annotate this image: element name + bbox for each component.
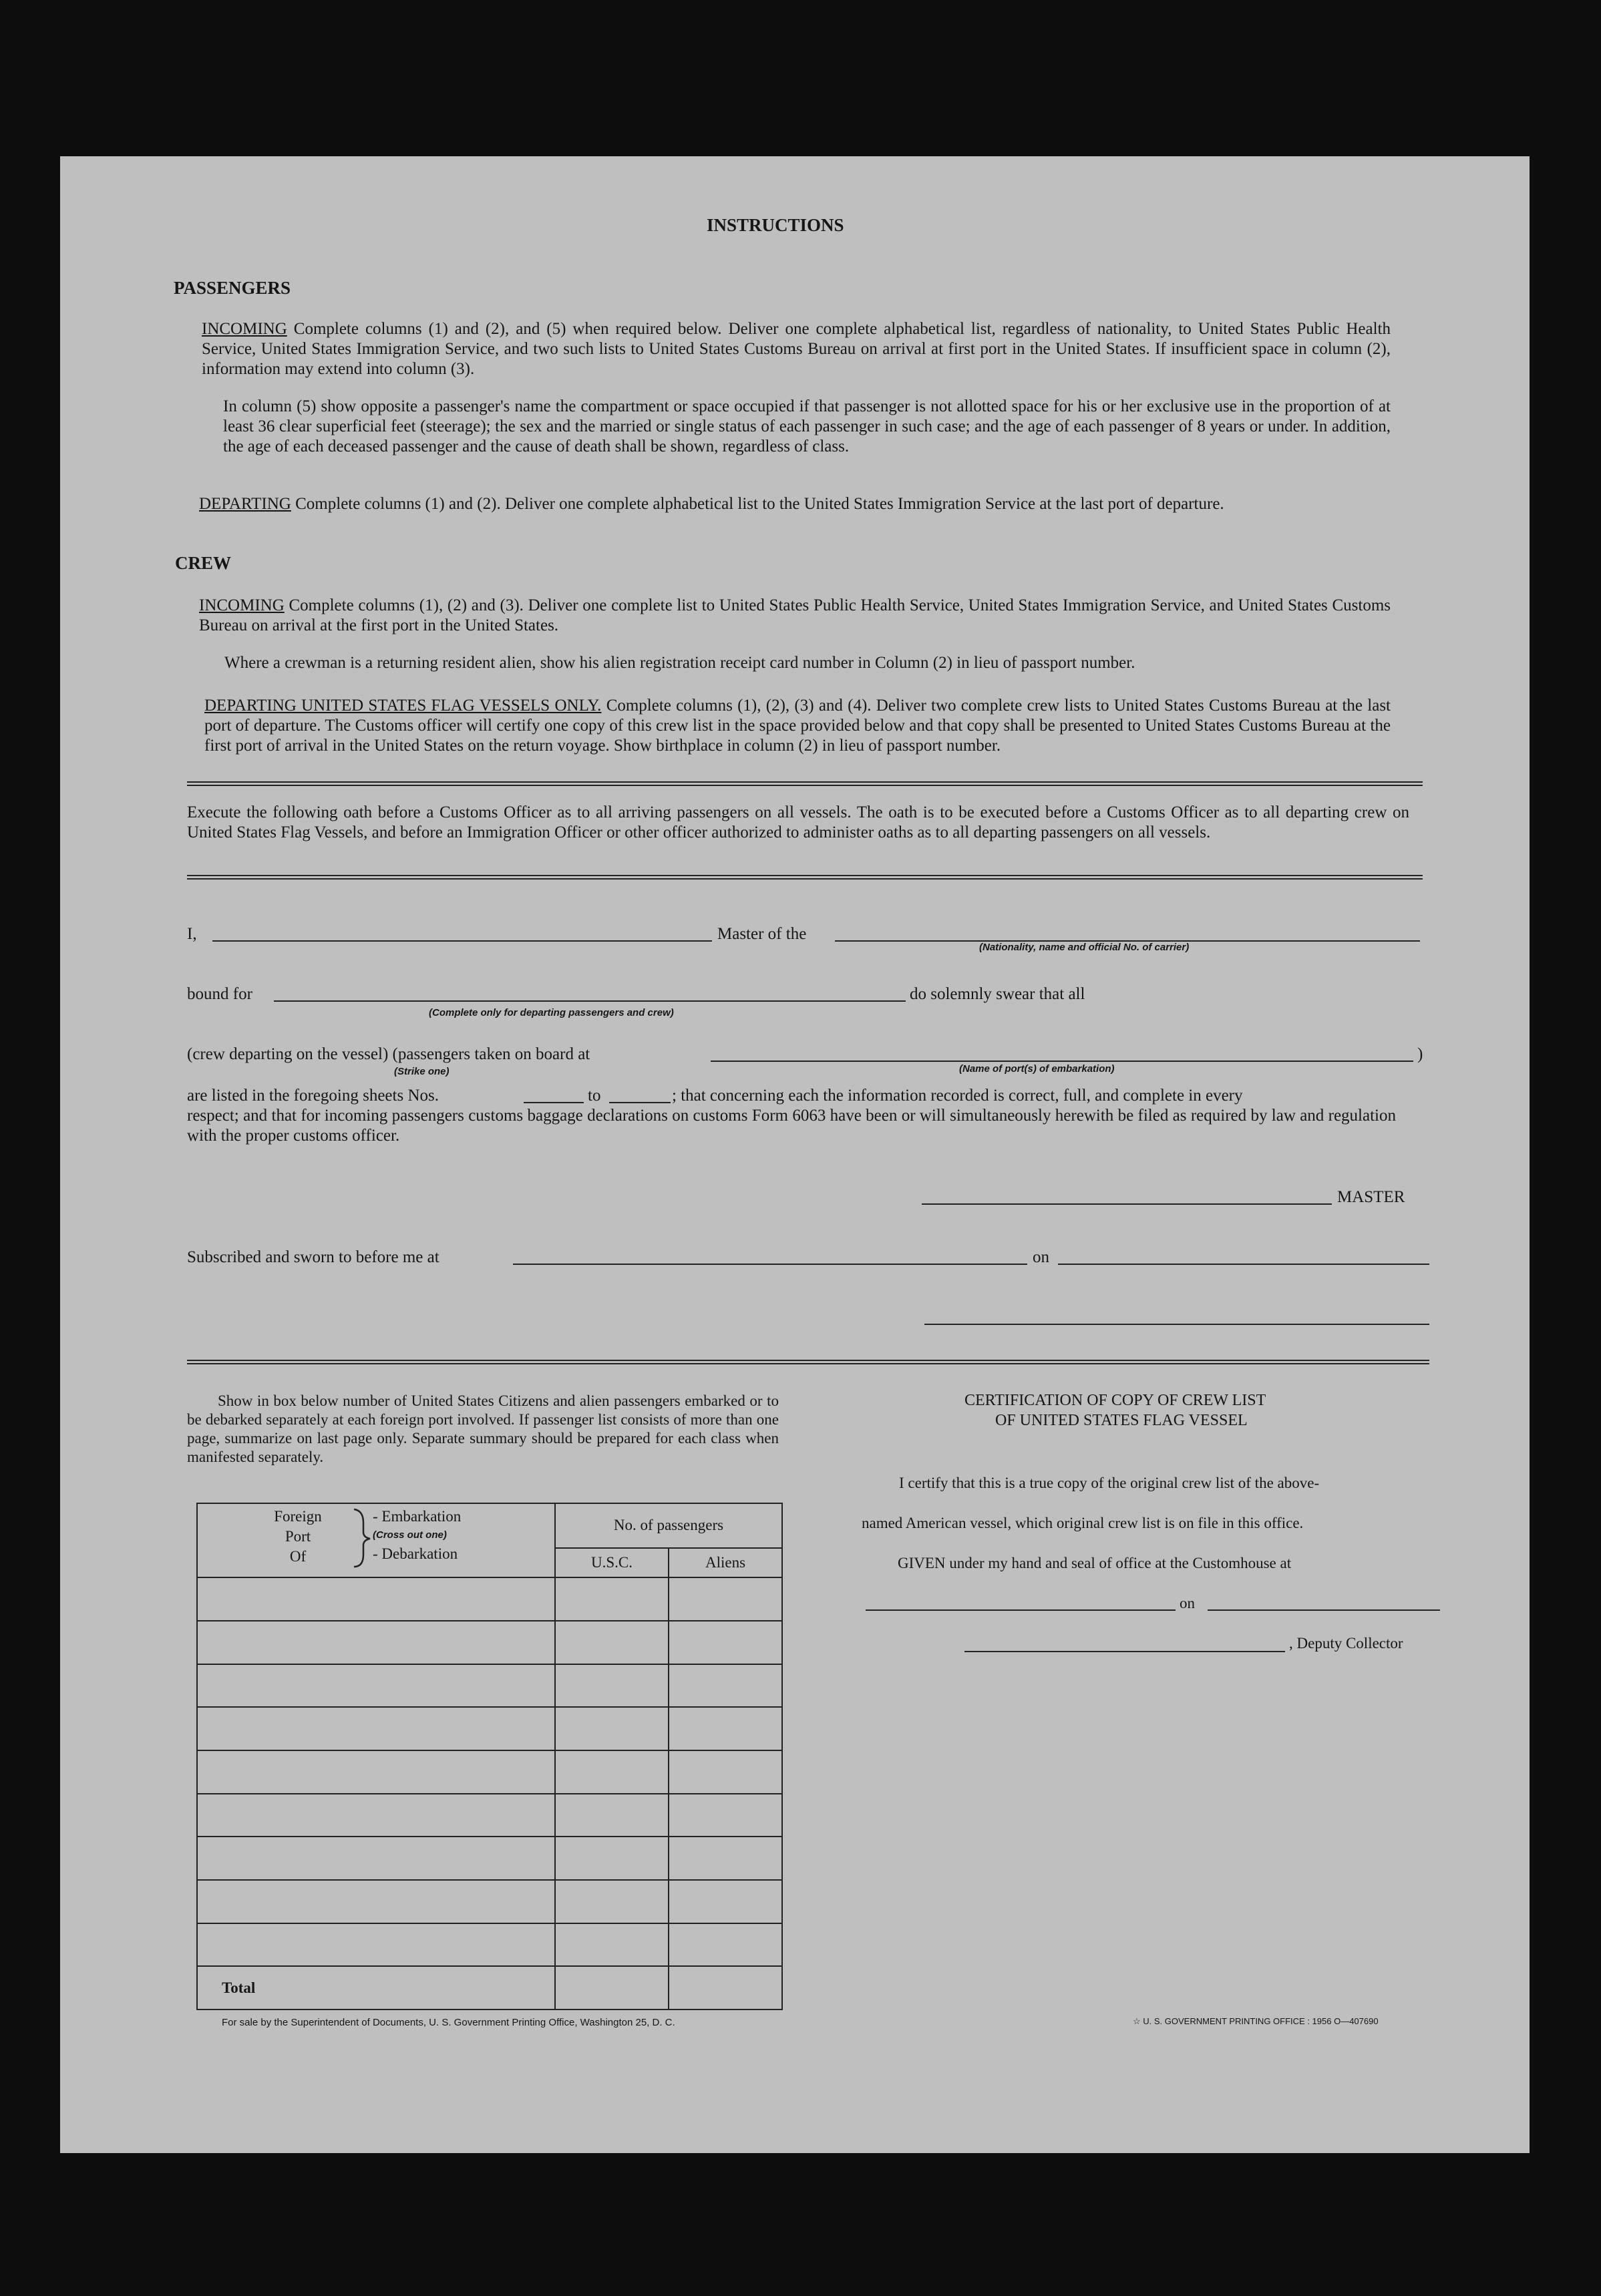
embarkation-caption: (Name of port(s) of embarkation) bbox=[959, 1063, 1115, 1075]
usc-cell[interactable] bbox=[555, 1577, 669, 1621]
total-label: Total bbox=[197, 1966, 555, 2010]
oath-i-label: I, bbox=[187, 925, 197, 943]
sheet-from-field[interactable] bbox=[524, 1102, 584, 1103]
port-cell[interactable] bbox=[197, 1750, 555, 1794]
aliens-cell[interactable] bbox=[669, 1880, 782, 1923]
crew-incoming-text: Complete columns (1), (2) and (3). Deliver one complete list to United States Public Health Service, United States Immigration Service, and United States Customs Bureau on arrival at the first port in the United States. bbox=[199, 596, 1391, 634]
header-port: Port bbox=[285, 1528, 311, 1545]
listed-to-label: to bbox=[588, 1087, 601, 1105]
header-cross-out: (Cross out one) bbox=[373, 1529, 447, 1541]
bound-for-caption: (Complete only for departing passengers and crew) bbox=[429, 1007, 674, 1018]
aliens-cell[interactable] bbox=[669, 1577, 782, 1621]
header-no-passengers: No. of passengers bbox=[555, 1503, 782, 1548]
subscribed-place-field[interactable] bbox=[513, 1264, 1027, 1265]
passengers-incoming-paragraph bbox=[202, 319, 1391, 379]
aliens-cell[interactable] bbox=[669, 1664, 782, 1708]
crew-departing-label: DEPARTING UNITED STATES FLAG VESSELS ONLY. bbox=[204, 697, 602, 715]
master-signature-field[interactable] bbox=[922, 1203, 1332, 1205]
total-aliens-cell[interactable] bbox=[669, 1966, 782, 2010]
total-usc-cell[interactable] bbox=[555, 1966, 669, 2010]
carrier-caption: (Nationality, name and official No. of carrier) bbox=[979, 942, 1190, 953]
port-cell[interactable] bbox=[197, 1707, 555, 1750]
crew-heading: CREW bbox=[175, 553, 232, 573]
usc-cell[interactable] bbox=[555, 1923, 669, 1967]
solemnly-swear-label: do solemnly swear that all bbox=[910, 985, 1085, 1003]
header-usc: U.S.C. bbox=[555, 1548, 669, 1578]
usc-cell[interactable] bbox=[555, 1707, 669, 1750]
certification-on-label: on bbox=[1180, 1595, 1195, 1611]
master-of-label: Master of the bbox=[717, 925, 807, 943]
oath-divider bbox=[187, 875, 1423, 880]
crew-departing-paragraph bbox=[204, 696, 1391, 756]
usc-cell[interactable] bbox=[555, 1750, 669, 1794]
certify-text-line1: I certify that this is a true copy of the original crew list of the above- bbox=[899, 1475, 1320, 1491]
passengers-incoming-label: INCOMING bbox=[202, 320, 287, 338]
header-port-cell bbox=[197, 1503, 555, 1577]
certification-title-line1: CERTIFICATION OF COPY OF CREW LIST bbox=[964, 1392, 1266, 1409]
header-aliens: Aliens bbox=[669, 1548, 782, 1578]
lower-divider bbox=[187, 1360, 1429, 1364]
officer-signature-field[interactable] bbox=[924, 1324, 1429, 1325]
passengers-departing-text: Complete columns (1) and (2). Deliver one complete alphabetical list to the United States Immigration Service at the last port of departure. bbox=[295, 495, 1224, 513]
port-cell[interactable] bbox=[197, 1880, 555, 1923]
aliens-cell[interactable] bbox=[669, 1707, 782, 1750]
port-cell[interactable] bbox=[197, 1923, 555, 1967]
certification-title-line2: OF UNITED STATES FLAG VESSEL bbox=[995, 1412, 1248, 1429]
crew-passengers-label: (crew departing on the vessel) (passengers taken on board at bbox=[187, 1045, 590, 1063]
crew-incoming-label: INCOMING bbox=[199, 596, 285, 614]
subscribed-label: Subscribed and sworn to before me at bbox=[187, 1248, 439, 1266]
usc-cell[interactable] bbox=[555, 1794, 669, 1837]
port-cell[interactable] bbox=[197, 1621, 555, 1664]
crew-resident-paragraph: Where a crewman is a returning resident alien, show his alien registration receipt card number in Column (2) in lieu of passport number. bbox=[224, 654, 1135, 672]
listed-statement: ; that concerning each the information recorded is correct, full, and complete in every bbox=[672, 1087, 1243, 1105]
aliens-cell[interactable] bbox=[669, 1750, 782, 1794]
usc-cell[interactable] bbox=[555, 1621, 669, 1664]
aliens-cell[interactable] bbox=[669, 1794, 782, 1837]
customhouse-field[interactable] bbox=[866, 1609, 1176, 1611]
header-debarkation: - Debarkation bbox=[373, 1545, 458, 1562]
crew-incoming-paragraph bbox=[199, 596, 1391, 636]
passengers-incoming-text: Complete columns (1) and (2), and (5) when required below. Deliver one complete alphabetical list, regardless of nationality, to United States Public Health Service, United States Immigration Service, and two such lists to United States Customs Bureau on arrival at first port in the United States. If insufficient space in column (2), information may extend into column (3). bbox=[202, 320, 1391, 378]
strike-one-caption: (Strike one) bbox=[394, 1066, 450, 1077]
passengers-departing-label: DEPARTING bbox=[199, 495, 291, 513]
header-foreign: Foreign bbox=[274, 1508, 322, 1525]
sheet-to-field[interactable] bbox=[609, 1102, 671, 1103]
deputy-collector-field[interactable] bbox=[964, 1651, 1285, 1652]
oath-intro: Execute the following oath before a Customs Officer as to all arriving passengers on all vessels. The oath is to be executed before a Customs Officer as to all departing crew on United States Flag Vessels, and before an Immigration Officer or other officer authorized to administer oaths as to all departing passengers on all vessels. bbox=[187, 803, 1409, 841]
page-title: INSTRUCTIONS bbox=[707, 215, 844, 235]
aliens-cell[interactable] bbox=[669, 1837, 782, 1880]
usc-cell[interactable] bbox=[555, 1837, 669, 1880]
footer-sale-note: For sale by the Superintendent of Documents, U. S. Government Printing Office, Washington 25, D. C. bbox=[222, 2017, 675, 2028]
header-embarkation: - Embarkation bbox=[373, 1508, 462, 1525]
bound-for-field[interactable] bbox=[274, 1000, 906, 1002]
certify-text-line2: named American vessel, which original crew list is on file in this office. bbox=[862, 1515, 1304, 1531]
port-cell[interactable] bbox=[197, 1794, 555, 1837]
deputy-collector-label: , Deputy Collector bbox=[1289, 1635, 1403, 1652]
usc-cell[interactable] bbox=[555, 1880, 669, 1923]
passenger-summary-table bbox=[196, 1503, 783, 2010]
summary-intro: Show in box below number of United States Citizens and alien passengers embarked or to be debarked separately at each foreign port involved. If passenger list consists of more than one page, summarize on last page only. Separate summary should be prepared for each class when manifested separately. bbox=[187, 1392, 779, 1465]
port-cell[interactable] bbox=[197, 1664, 555, 1708]
given-text: GIVEN under my hand and seal of office at the Customhouse at bbox=[898, 1555, 1292, 1571]
port-cell[interactable] bbox=[197, 1837, 555, 1880]
port-cell[interactable] bbox=[197, 1577, 555, 1621]
certification-date-field[interactable] bbox=[1208, 1609, 1440, 1611]
subscribed-date-field[interactable] bbox=[1058, 1264, 1429, 1265]
embarkation-port-field[interactable] bbox=[711, 1061, 1413, 1062]
aliens-cell[interactable] bbox=[669, 1923, 782, 1967]
close-paren: ) bbox=[1417, 1045, 1423, 1063]
bound-for-label: bound for bbox=[187, 985, 252, 1003]
passengers-departing-paragraph bbox=[199, 494, 1391, 514]
passengers-column5-paragraph: In column (5) show opposite a passenger's name the compartment or space occupied if that passenger is not allotted space for his or her exclusive use in the proportion of at least 36 clear superficial feet (steerage); the sex and the married or single status of each passenger in such case; and the age of each passenger of 8 years or under. In addition, the age of each deceased passenger and the cause of death shall be shown, regardless of class. bbox=[223, 397, 1391, 455]
master-name-field[interactable] bbox=[212, 940, 712, 942]
header-of: Of bbox=[289, 1548, 307, 1565]
subscribed-on-label: on bbox=[1033, 1248, 1049, 1266]
crew-departing-text: Complete columns (1), (2), (3) and (4). Deliver two complete crew lists to United States Customs Bureau at the last port of departure. The Customs officer will certify one copy of this crew list in the space provided below and that copy shall be presented to United States Customs Bureau at the first port of arrival in the United States on the return voyage. Show birthplace in column (2) in lieu of passport number. bbox=[204, 697, 1391, 755]
section-divider bbox=[187, 781, 1423, 786]
brace-icon bbox=[351, 1508, 371, 1568]
usc-cell[interactable] bbox=[555, 1664, 669, 1708]
passengers-heading: PASSENGERS bbox=[174, 278, 291, 298]
listed-sheets-label: are listed in the foregoing sheets Nos. bbox=[187, 1087, 439, 1105]
listed-statement-continued: respect; and that for incoming passengers customs baggage declarations on customs Form 6063 have been or will simultaneously herewith be filed as required by law and regulation with the proper customs officer. bbox=[187, 1107, 1396, 1145]
master-label: MASTER bbox=[1337, 1188, 1405, 1206]
aliens-cell[interactable] bbox=[669, 1621, 782, 1664]
footer-gpo-note: ☆ U. S. GOVERNMENT PRINTING OFFICE : 1956 O—407690 bbox=[1133, 2016, 1379, 2026]
